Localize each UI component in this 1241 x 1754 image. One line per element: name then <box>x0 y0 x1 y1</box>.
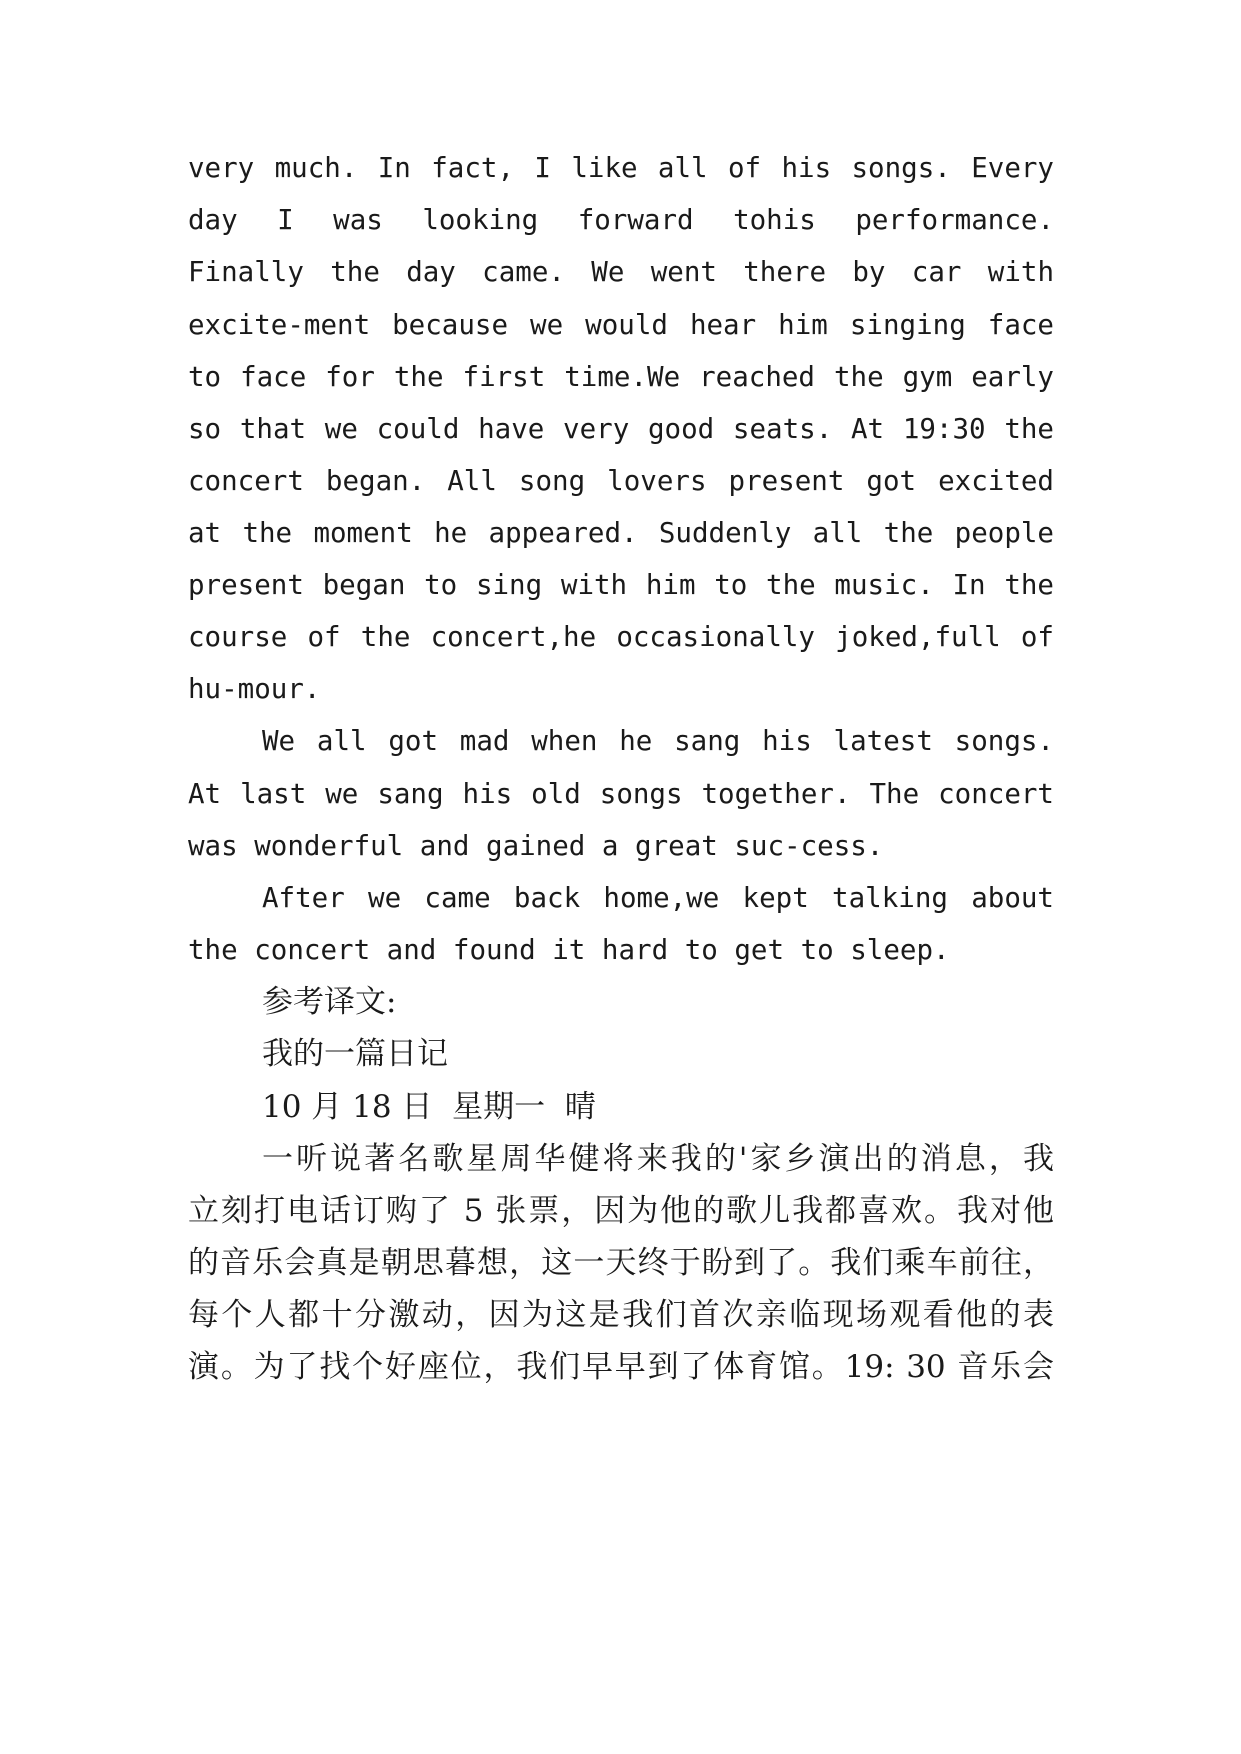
text-line: After we came back home,we kept talking about <box>262 882 1054 914</box>
text-line: excite-ment because we would hear him singing face <box>188 309 1054 341</box>
diary-title: 我的一篇日记 <box>262 1036 448 1072</box>
text-line: 演。为了找个好座位，我们早早到了体育馆。19: 30 音乐会 <box>188 1349 1054 1385</box>
text-line: Finally the day came. We went there by car with <box>188 256 1054 288</box>
text-line: 的音乐会真是朝思暮想，这一天终于盼到了。我们乘车前往， <box>188 1245 1054 1281</box>
text-line: hu-mour. <box>188 673 321 705</box>
text-line: 一听说著名歌星周华健将来我的'家乡演出的消息，我 <box>262 1141 1054 1177</box>
text-line: to face for the first time.We reached the gym early <box>188 361 1054 393</box>
translation-heading: 参考译文: <box>262 984 397 1020</box>
text-line: concert began. All song lovers present got excited <box>188 465 1054 497</box>
text-line: was wonderful and gained a great suc-cess. <box>188 830 884 862</box>
text-line: so that we could have very good seats. At 19:30 the <box>188 413 1054 445</box>
text-line: the concert and found it hard to get to sleep. <box>188 934 950 966</box>
text-line: present began to sing with him to the music. In the <box>188 569 1054 601</box>
text-line: 每个人都十分激动，因为这是我们首次亲临现场观看他的表 <box>188 1297 1054 1333</box>
text-line: We all got mad when he sang his latest songs. <box>262 725 1054 757</box>
text-line: day I was looking forward tohis performance. <box>188 204 1054 236</box>
text-line: at the moment he appeared. Suddenly all the people <box>188 517 1054 549</box>
diary-date: 10 月 18 日 星期一 晴 <box>262 1089 596 1125</box>
text-line: course of the concert,he occasionally joked,full of <box>188 621 1054 653</box>
text-line: very much. In fact, I like all of his songs. Every <box>188 152 1054 184</box>
text-line: 立刻打电话订购了 5 张票，因为他的歌儿我都喜欢。我对他 <box>188 1193 1054 1229</box>
text-line: At last we sang his old songs together. The concert <box>188 778 1054 810</box>
